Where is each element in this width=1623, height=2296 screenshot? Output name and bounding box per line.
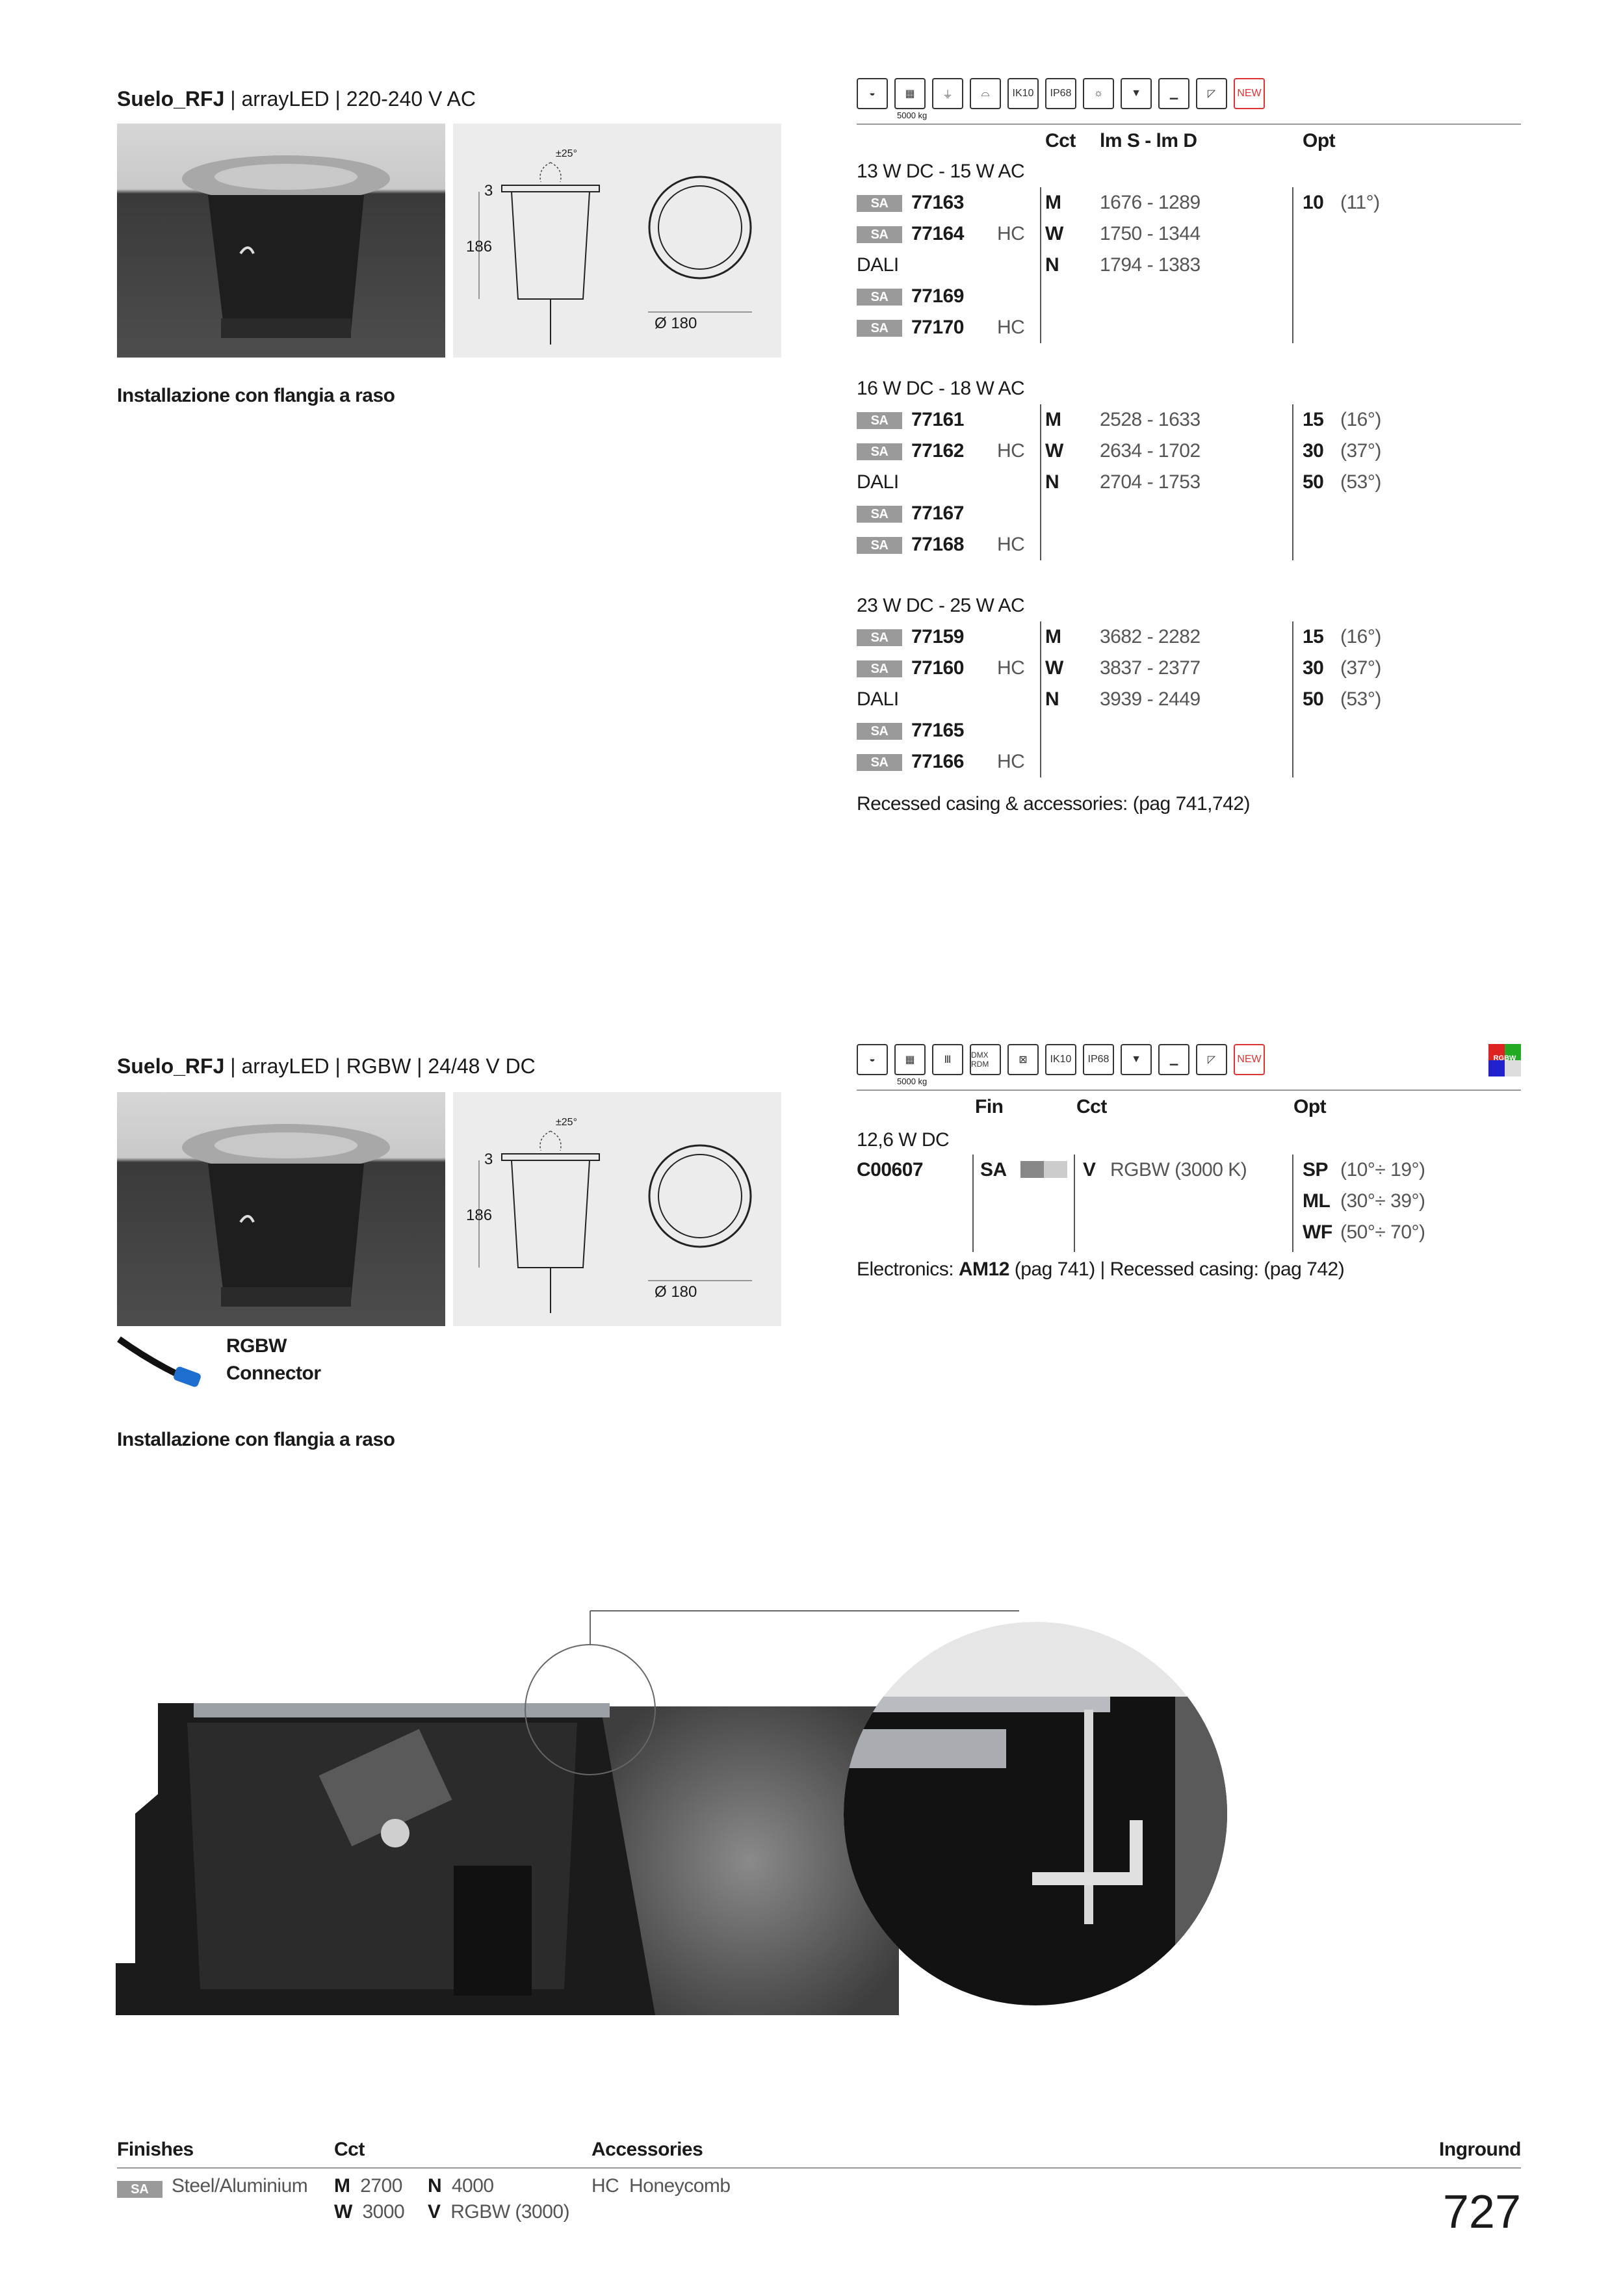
rgbw-connector-image	[116, 1334, 207, 1392]
tilt-icon: ◸	[1196, 78, 1227, 109]
col-rule-cct	[1040, 404, 1041, 560]
footer-finish-name: Steel/Aluminium	[172, 2175, 308, 2197]
cct-value-w: 3000	[362, 2201, 405, 2223]
optic-code: 15	[1303, 626, 1324, 647]
product1-title	[117, 87, 476, 111]
no-dimming-icon: ⊠	[1007, 1044, 1039, 1075]
optic-code: 30	[1303, 440, 1324, 462]
cct-code: M	[1045, 409, 1061, 430]
product2-photo	[117, 1092, 445, 1326]
finish-badge: SA	[857, 537, 902, 554]
table-row	[857, 684, 899, 715]
product-code: 77165	[911, 720, 964, 741]
flush-icon: ⌓	[970, 78, 1001, 109]
product2-title	[117, 1054, 536, 1078]
optic-code: 30	[1303, 657, 1324, 679]
footer-section: Inground	[1439, 2139, 1521, 2160]
table-row	[857, 187, 964, 218]
flat-icon: ▁	[1158, 1044, 1189, 1075]
lumen-value: 1676 - 1289	[1100, 192, 1201, 213]
col-rule-cct	[1040, 187, 1041, 343]
product1-header-lm: lm S - lm D	[1100, 130, 1197, 151]
cct-code: N	[1045, 688, 1059, 710]
cct-code-n: N	[428, 2175, 442, 2197]
product-code: 77169	[911, 285, 964, 307]
product1-photo	[117, 124, 445, 358]
accessory-name: Honeycomb	[629, 2175, 731, 2197]
new-badge-icon: NEW	[1234, 1044, 1265, 1075]
product2-subtitle: | arrayLED | RGBW | 24/48 V DC	[224, 1054, 536, 1078]
product2-header-cct: Cct	[1076, 1096, 1107, 1117]
footer-accessory	[591, 2175, 731, 2197]
product-code: 77161	[911, 409, 964, 430]
group-title: 23 W DC - 25 W AC	[857, 595, 1025, 616]
product1-drawing	[453, 124, 781, 358]
class-three-icon: Ⅲ	[932, 1044, 963, 1075]
product1-header-rule	[857, 124, 1521, 125]
product2-drawing	[453, 1092, 781, 1326]
cct-code: N	[1045, 254, 1059, 276]
product1-install-note: Installazione con flangia a raso	[117, 385, 395, 406]
product2-finish: SA	[980, 1159, 1007, 1181]
product-code: 77160	[911, 657, 964, 679]
product1-fixture-image	[117, 124, 445, 358]
product2-power: 12,6 W DC	[857, 1129, 950, 1151]
product2-header-fin: Fin	[975, 1096, 1004, 1117]
product-code: 77170	[911, 317, 964, 338]
product1-icon-row	[857, 78, 1265, 109]
product1-header-cct: Cct	[1045, 130, 1076, 151]
finish-badge: SA	[857, 226, 902, 243]
ip68-icon: IP68	[1083, 1044, 1114, 1075]
footer-finish	[117, 2175, 307, 2198]
product-code: 77163	[911, 192, 964, 213]
table-row	[857, 436, 964, 467]
table-row	[857, 746, 964, 777]
drawing1-dim-height: 186	[466, 238, 493, 255]
hc-label: HC	[997, 534, 1025, 555]
ik10-icon: IK10	[1007, 78, 1039, 109]
footer-finishes-head: Finishes	[117, 2139, 194, 2160]
table-row	[857, 250, 899, 281]
finish-badge: SA	[857, 629, 902, 646]
product2-header-rule	[857, 1089, 1521, 1091]
product2-col-rule-2	[1074, 1155, 1075, 1252]
product2-header-opt: Opt	[1293, 1096, 1327, 1117]
optic-range: (10°÷ 19°)	[1340, 1159, 1425, 1181]
footer-cct-head: Cct	[334, 2139, 365, 2160]
group-title: 16 W DC - 18 W AC	[857, 378, 1025, 399]
electronics-code: AM12	[958, 1259, 1009, 1280]
footer-finish-badge: SA	[117, 2181, 162, 2198]
accessory-code: HC	[591, 2175, 619, 2197]
drive-over-icon: ▦	[894, 78, 926, 109]
product2-cct-code: V	[1083, 1159, 1096, 1181]
hc-label: HC	[997, 657, 1025, 679]
page-number: 727	[1442, 2186, 1521, 2238]
drawing1-dim-flange: 3	[484, 182, 493, 200]
optic-code: ML	[1303, 1190, 1331, 1212]
drawing2-angle: ±25°	[556, 1117, 577, 1128]
cct-code-w: W	[334, 2201, 352, 2223]
hc-label: HC	[997, 440, 1025, 462]
finish-badge: SA	[857, 195, 902, 212]
flat-icon: ▁	[1158, 78, 1189, 109]
col-rule-opt	[1292, 621, 1293, 777]
cct-code: N	[1045, 471, 1059, 493]
footer-cct-2	[428, 2175, 494, 2197]
footer-accessories-head: Accessories	[591, 2139, 703, 2160]
cct-code-m: M	[334, 2175, 350, 2197]
optic-angle: (16°)	[1340, 409, 1381, 430]
cct-code-v: V	[428, 2201, 441, 2223]
electronics-suffix: (pag 741) | Recessed casing: (pag 742)	[1009, 1259, 1345, 1280]
tilt-icon: ◸	[1196, 1044, 1227, 1075]
finish-badge: SA	[857, 320, 902, 337]
table-row	[857, 404, 964, 436]
drive-over-icon: ▦	[894, 1044, 926, 1075]
ik10-icon: IK10	[1045, 1044, 1076, 1075]
finish-badge: SA	[857, 723, 902, 740]
product1-load-label: 5000 kg	[897, 111, 928, 120]
col-rule-opt	[1292, 404, 1293, 560]
optic-angle: (53°)	[1340, 688, 1381, 710]
dmx-rdm-icon: DMX RDM	[970, 1044, 1001, 1075]
lumen-value: 3682 - 2282	[1100, 626, 1201, 647]
table-row	[857, 312, 964, 343]
optic-angle: (53°)	[1340, 471, 1381, 493]
cct-code: W	[1045, 657, 1063, 679]
temperature-icon: ☼	[1083, 78, 1114, 109]
optic-code: 50	[1303, 471, 1324, 493]
product-code: 77167	[911, 502, 964, 524]
drawing1-dim-diameter: Ø 180	[655, 315, 697, 332]
product2-cct-desc: RGBW (3000 K)	[1110, 1159, 1247, 1181]
table-row	[857, 498, 964, 529]
lumen-value: 3939 - 2449	[1100, 688, 1201, 710]
col-rule-opt	[1292, 187, 1293, 343]
product2-col-rule-3	[1292, 1155, 1293, 1252]
installation-cross-section-image	[116, 1599, 1338, 2119]
lumen-value: 2634 - 1702	[1100, 440, 1201, 462]
cct-value-m: 2700	[360, 2175, 402, 2197]
lumen-value: 2704 - 1753	[1100, 471, 1201, 493]
electronics-prefix: Electronics:	[857, 1259, 959, 1280]
product-code: 77166	[911, 751, 964, 772]
product-code: DALI	[857, 688, 899, 710]
connector-label-1: RGBW	[226, 1335, 287, 1357]
new-badge-icon: NEW	[1234, 78, 1265, 109]
lumen-value: 1794 - 1383	[1100, 254, 1201, 276]
product-code: DALI	[857, 254, 899, 276]
cct-code: M	[1045, 192, 1061, 213]
table-row	[857, 621, 964, 653]
footer-cct-3	[334, 2201, 404, 2223]
footer-rule	[117, 2167, 1521, 2169]
product-code: 77162	[911, 440, 964, 462]
finish-badge: SA	[857, 289, 902, 306]
hc-label: HC	[997, 751, 1025, 772]
table-row	[857, 529, 964, 560]
product1-name: Suelo_RFJ	[117, 87, 225, 111]
product2-icon-row	[857, 1044, 1265, 1075]
uplight-icon: ▼	[1121, 1044, 1152, 1075]
cct-value-v: RGBW (3000)	[450, 2201, 570, 2223]
optic-range: (30°÷ 39°)	[1340, 1190, 1425, 1212]
table-row	[857, 281, 964, 312]
product2-load-label: 5000 kg	[897, 1076, 928, 1086]
optic-code: 15	[1303, 409, 1324, 430]
optic-angle: (11°)	[1340, 192, 1380, 213]
footer-cct-4	[428, 2201, 569, 2223]
optic-angle: (37°)	[1340, 440, 1381, 462]
cct-code: M	[1045, 626, 1061, 647]
table-row	[857, 653, 964, 684]
optic-code: 50	[1303, 688, 1324, 710]
product2-finish-swatch	[1020, 1161, 1067, 1178]
product1-header-opt: Opt	[1303, 130, 1336, 151]
ip68-icon: IP68	[1045, 78, 1076, 109]
optic-code: 10	[1303, 192, 1324, 213]
hc-label: HC	[997, 317, 1025, 338]
finish-badge: SA	[857, 412, 902, 429]
product2-technical-drawing	[453, 1092, 781, 1326]
table-row	[857, 218, 964, 250]
table-row	[857, 467, 899, 498]
product-code: 77168	[911, 534, 964, 555]
recessed-icon: ◒	[857, 78, 888, 109]
rgbw-color-label: RGBW	[1493, 1054, 1516, 1062]
product2-electronics-note	[857, 1259, 1344, 1281]
drawing2-dim-flange: 3	[484, 1151, 493, 1168]
product2-code: C00607	[857, 1159, 924, 1181]
lumen-value: 2528 - 1633	[1100, 409, 1201, 430]
footer-cct-1	[334, 2175, 402, 2197]
cct-value-n: 4000	[451, 2175, 494, 2197]
drawing2-dim-diameter: Ø 180	[655, 1283, 697, 1301]
col-rule-cct	[1040, 621, 1041, 777]
cct-code: W	[1045, 223, 1063, 244]
table-row	[857, 715, 964, 746]
connector-label-2: Connector	[226, 1363, 321, 1384]
optic-code: SP	[1303, 1159, 1329, 1181]
uplight-icon: ▼	[1121, 78, 1152, 109]
product2-col-rule-1	[972, 1155, 974, 1252]
hc-label: HC	[997, 223, 1025, 244]
group-title: 13 W DC - 15 W AC	[857, 161, 1025, 182]
product-code: DALI	[857, 471, 899, 493]
product2-install-note: Installazione con flangia a raso	[117, 1429, 395, 1450]
product-code: 77159	[911, 626, 964, 647]
finish-badge: SA	[857, 443, 902, 460]
class-one-icon: ⏚	[932, 78, 963, 109]
finish-badge: SA	[857, 660, 902, 677]
product1-subtitle: | arrayLED | 220-240 V AC	[224, 87, 476, 111]
optic-angle: (37°)	[1340, 657, 1381, 679]
finish-badge: SA	[857, 506, 902, 523]
product-code: 77164	[911, 223, 964, 244]
optic-code: WF	[1303, 1221, 1332, 1243]
lumen-value: 3837 - 2377	[1100, 657, 1201, 679]
product1-accessories-note: Recessed casing & accessories: (pag 741,742)	[857, 793, 1251, 815]
product1-technical-drawing	[453, 124, 781, 358]
cct-code: W	[1045, 440, 1063, 462]
finish-badge: SA	[857, 754, 902, 771]
drawing1-angle: ±25°	[556, 148, 577, 159]
product2-fixture-image	[117, 1092, 445, 1326]
optic-range: (50°÷ 70°)	[1340, 1221, 1425, 1243]
drawing2-dim-height: 186	[466, 1207, 493, 1224]
lumen-value: 1750 - 1344	[1100, 223, 1201, 244]
recessed-icon: ◒	[857, 1044, 888, 1075]
product2-name: Suelo_RFJ	[117, 1054, 225, 1078]
optic-angle: (16°)	[1340, 626, 1381, 647]
